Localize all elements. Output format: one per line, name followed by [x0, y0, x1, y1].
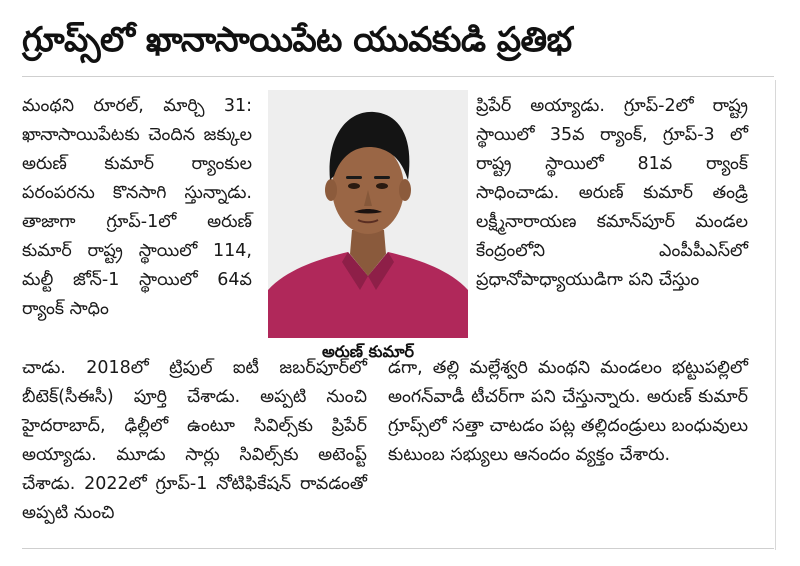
article-column-left-bottom: చాడు. 2018లో ట్రిపుల్ ఐటీ జబర్‌పూర్‌లో బీటెక్(సీఈసీ) పూర్తి చేశాడు. అప్పటి నుంచి హైదరాబాద్, ఢిల్లీలో ఉంటూ సివిల్స్‌కు ప్రిపేర్ అయ్యాడు. మూడు సార్లు సివిల్స్‌కు అటెంప్ట్ చేశాడు. 2022లో గ్రూప్-1 నోటిఫికేషన్ రావడంతో అప్పటి నుంచి — [22, 358, 367, 523]
portrait-photo — [268, 90, 468, 338]
article-column-left-top: మంథని రూరల్, మార్చి 31: ఖానాసాయిపేటకు చెందిన జక్కుల అరుణ్ కుమార్ ర్యాంకుల పరంపరను కొనసాగి స్తున్నాడు. తాజాగా గ్రూప్-1లో అరుణ్ కుమార్ రాష్ట్ర స్థాయిలో 114, మల్టీ జోన్-1 స్థాయిలో 64వ ర్యాంక్ సాధిం — [22, 96, 252, 319]
portrait-illustration — [268, 90, 468, 338]
column-rule — [775, 80, 776, 550]
article-column-right-top: ప్రిపేర్ అయ్యాడు. గ్రూప్-2లో రాష్ట్ర స్థాయిలో 35వ ర్యాంక్, గ్రూప్-3 లో రాష్ట్ర స్థాయిలో 81వ ర్యాంక్ సాధించాడు. అరుణ్ కుమార్ తండ్రి లక్ష్మీనారాయణ కమాన్‌పూర్ మండల కేంద్రంలోని ఎంపీపీఎస్‌లో ప్రధానోపాధ్యాయుడిగా పని చేస్తుం — [476, 96, 748, 290]
top-rule — [22, 76, 774, 77]
headline: గ్రూప్స్‌లో ఖానాసాయిపేట యువకుడి ప్రతిభ — [22, 20, 572, 60]
photo-caption: అరుణ్ కుమార్ — [321, 342, 415, 361]
bottom-rule — [22, 548, 774, 549]
article-column-right-bottom: డగా, తల్లి మల్లేశ్వరి మంథని మండలం భట్టుపల్లిలో అంగన్‌వాడీ టీచర్‌గా పని చేస్తున్నారు. అరుణ్ కుమార్ గ్రూప్స్‌లో సత్తా చాటడం పట్ల తల్లిదండ్రులు బంధువులు కుటుంబ సభ్యులు ఆనందం వ్యక్తం చేశారు. — [388, 358, 748, 465]
